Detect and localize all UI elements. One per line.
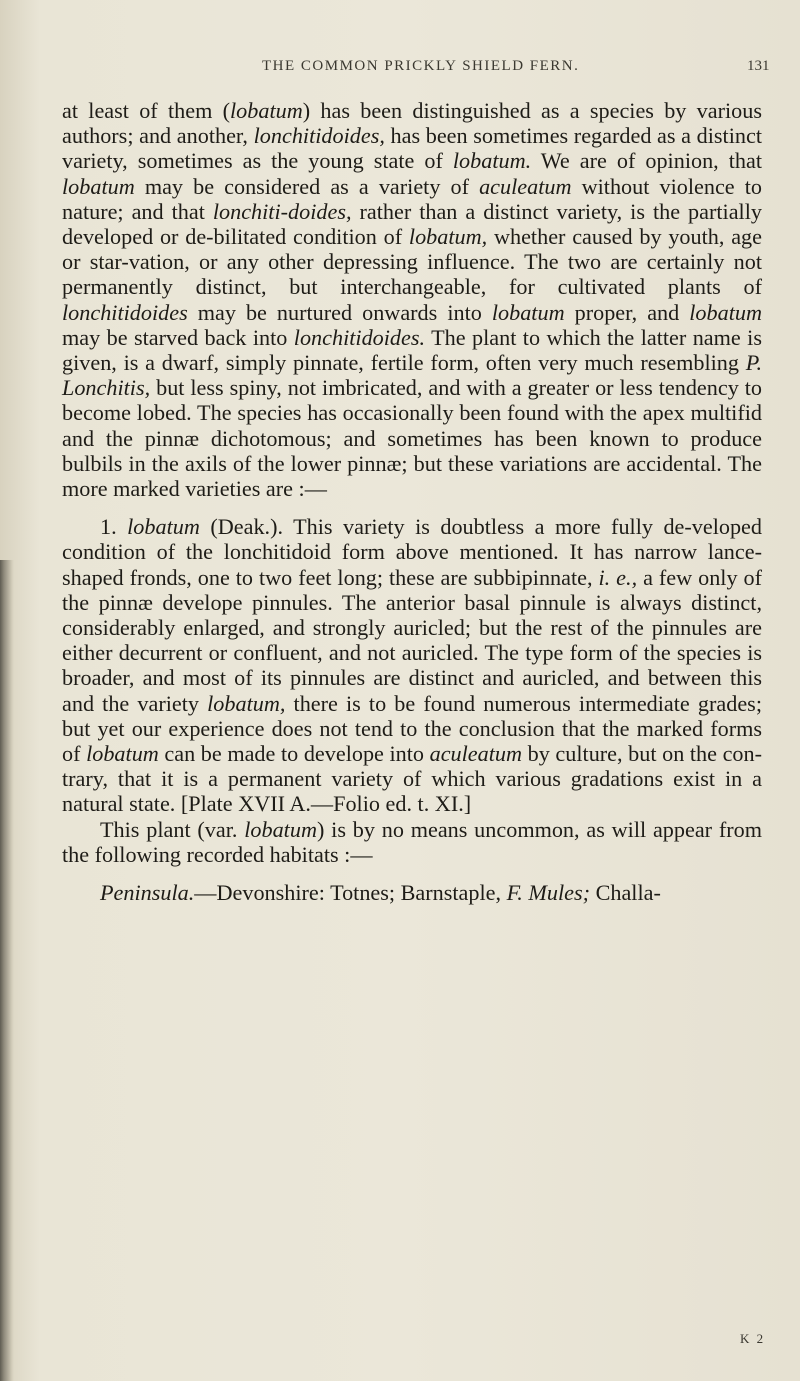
text-run: This plant (var. [100, 816, 245, 842]
body-text [62, 98, 762, 905]
text-run: but less spiny, not imbricated, and with a greater or less tendency to become lobed. The species has occasionally been found with the apex multifid and the pinnæ dichotomous; and sometimes has been known to produce bulbils in the axils of the lower pinnæ; but these variations are accidental. The more marked varieties are :— [62, 375, 762, 502]
italic-run: lonchitidoides. [293, 324, 426, 350]
text-run: Challa- [590, 880, 661, 906]
text-run: ) has been distinguished as a species by various authors; and another, [62, 98, 762, 149]
paragraph [62, 514, 762, 816]
text-run: there is to be found numerous intermediate grades; but yet our experience does not tend to the conclusion that the marked forms of [62, 690, 762, 767]
text-run: by culture, but on the con-trary, that it is a permanent variety of which various gradations exist in a natural state. [Plate XVII A.—Folio ed. t. XI.] [62, 741, 763, 817]
text-run: We are of opinion, that [531, 148, 762, 174]
text-run: without violence to nature; and that [62, 173, 762, 224]
text-run: may be nurtured onwards into [187, 299, 492, 325]
italic-run: aculeatum [479, 173, 572, 199]
page-number: 131 [747, 58, 770, 74]
paragraph [62, 880, 762, 905]
text-run: proper, and [564, 299, 690, 325]
italic-run: F. Mules; [506, 880, 591, 906]
italic-run: lonchitidoides, [253, 123, 385, 149]
italic-run: lobatum [230, 98, 303, 123]
italic-run: lobatum, [408, 224, 488, 250]
running-title: THE COMMON PRICKLY SHIELD FERN. [262, 58, 580, 74]
italic-run: lobatum [86, 741, 159, 767]
italic-run: lobatum [127, 514, 200, 540]
text-run: 1. [100, 514, 128, 540]
text-run: may be considered as a variety of [134, 173, 480, 199]
text-run: rather than a distinct variety, is the partially developed or de-bilitated condition of [62, 198, 762, 250]
text-run: ) is by no means uncommon, as will appear from the following recorded habitats :— [62, 816, 762, 867]
italic-run: lonchiti-doides, [212, 198, 352, 224]
binding-shadow [0, 560, 14, 1381]
italic-run: lobatum [689, 299, 762, 325]
text-run: The plant to which the latter name is given, is a dwarf, simply pinnate, fertile form, often very much resembling [62, 324, 762, 376]
text-run: may be starved back into [62, 324, 294, 350]
text-run: (Deak.). This variety is doubtless a more fully de-veloped condition of the lonchitidoid form above mentioned. It has narrow lance-shaped fronds, one to two feet long; these are subbipinnate, [62, 514, 763, 590]
signature-mark: K 2 [740, 1331, 766, 1346]
italic-run: lobatum, [207, 690, 286, 716]
text-run: —Devonshire: Totnes; Barnstaple, [194, 880, 507, 906]
text-run: whether caused by youth, age or star-vation, or any other depressing influence. The two are certainly not permanently distinct, but interchangeable, for cultivated plants of [62, 224, 762, 300]
italic-run: lobatum [244, 816, 317, 842]
page-header [0, 58, 800, 82]
italic-run: lonchitidoides [62, 299, 188, 325]
italic-run: lobatum [62, 173, 135, 199]
paragraph [62, 817, 762, 867]
italic-run: aculeatum [429, 741, 523, 767]
italic-run: i. e., [598, 564, 638, 590]
italic-run: lobatum [491, 299, 565, 325]
text-run: has been sometimes regarded as a distinct variety, sometimes as the young state of [62, 123, 762, 174]
italic-run: P. Lonchitis, [62, 350, 762, 401]
text-run: a few only of the pinnæ develope pinnules. The anterior basal pinnule is always distinct, considerably enlarged, and strongly auricled; but the rest of the pinnules are either decurrent or confluent, and not auricled. The type form of the species is broader, and most of its pinnules are distinct and auricled, and between this and the variety [62, 564, 763, 716]
italic-run: lobatum. [452, 148, 532, 174]
paragraph [62, 98, 762, 501]
text-run: can be made to develope into [158, 741, 430, 767]
italic-run: Peninsula. [100, 880, 195, 906]
text-run: at least of them ( [62, 98, 230, 123]
